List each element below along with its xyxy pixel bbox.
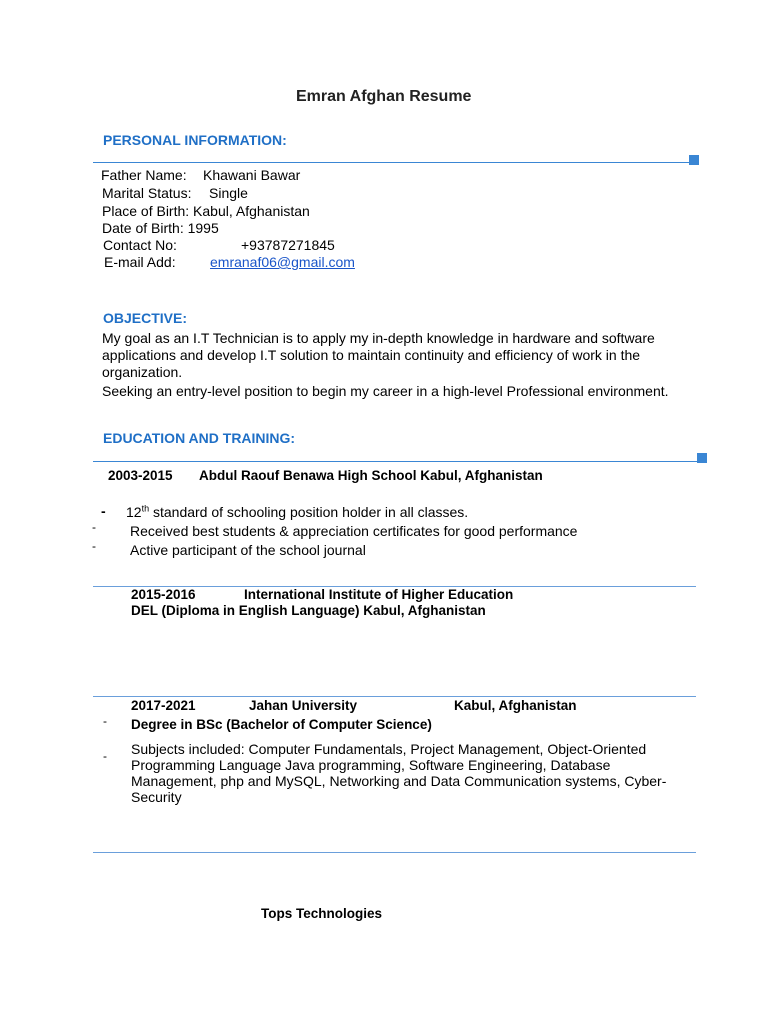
date-of-birth: Date of Birth: 1995 xyxy=(102,220,219,236)
institute-years: 2015-2016 xyxy=(131,587,196,602)
place-of-birth: Place of Birth: Kabul, Afghanistan xyxy=(102,203,310,219)
page-title: Emran Afghan Resume xyxy=(296,88,472,105)
university-subjects: Subjects included: Computer Fundamentals, Project Management, Object-Oriented Programming Language Java programming, Software Engineering, Database Management, php and MySQL, Networking and Data Communication systems, Cyber-Security xyxy=(131,741,667,805)
father-name-value: Khawani Bawar xyxy=(203,167,301,183)
school-achievement-3: Active participant of the school journal xyxy=(130,542,366,558)
entry-divider xyxy=(93,852,696,853)
marital-status-label: Marital Status: xyxy=(102,185,192,201)
university-location: Kabul, Afghanistan xyxy=(454,698,577,713)
bullet-dash: - xyxy=(92,539,96,553)
father-name-label: Father Name: xyxy=(101,167,187,183)
section-divider xyxy=(93,162,689,163)
objective-paragraph: My goal as an I.T Technician is to apply my in-depth knowledge in hardware and software applications and develop I.T solution to maintain continuity and efficiency of work in the organization. xyxy=(102,330,655,380)
university-name: Jahan University xyxy=(249,698,358,713)
school-name: Abdul Raouf Benawa High School Kabul, Afghanistan xyxy=(199,468,543,483)
objective-heading: OBJECTIVE: xyxy=(103,310,188,326)
institute-name: International Institute of Higher Education xyxy=(244,587,514,602)
university-years: 2017-2021 xyxy=(131,698,196,713)
bullet-dash: - xyxy=(103,749,107,763)
divider-square-marker xyxy=(689,155,699,165)
university-degree: Degree in BSc (Bachelor of Computer Science) xyxy=(131,717,432,732)
marital-status-value: Single xyxy=(209,185,248,201)
next-entry-title: Tops Technologies xyxy=(261,906,383,921)
divider-square-marker xyxy=(697,453,707,463)
email-label: E-mail Add: xyxy=(104,254,176,270)
bullet-dash: - xyxy=(103,714,107,728)
entry-divider xyxy=(93,696,696,697)
personal-info-heading: PERSONAL INFORMATION: xyxy=(103,132,287,148)
contact-label: Contact No: xyxy=(103,237,177,253)
institute-diploma: DEL (Diploma in English Language) Kabul, Afghanistan xyxy=(131,603,486,618)
school-achievement-2: Received best students & appreciation certificates for good performance xyxy=(130,523,578,539)
email-link[interactable]: emranaf06@gmail.com xyxy=(210,254,355,270)
education-heading: EDUCATION AND TRAINING: xyxy=(103,430,296,446)
objective-paragraph-2: Seeking an entry-level position to begin my career in a high-level Professional environment. xyxy=(102,383,669,399)
bullet-dash: - xyxy=(101,503,106,519)
school-achievement-1: 12th standard of schooling position holder in all classes. xyxy=(126,503,469,520)
contact-value: +93787271845 xyxy=(241,237,335,253)
section-divider xyxy=(93,461,697,462)
school-years: 2003-2015 xyxy=(108,468,173,483)
bullet-dash: - xyxy=(92,520,96,534)
